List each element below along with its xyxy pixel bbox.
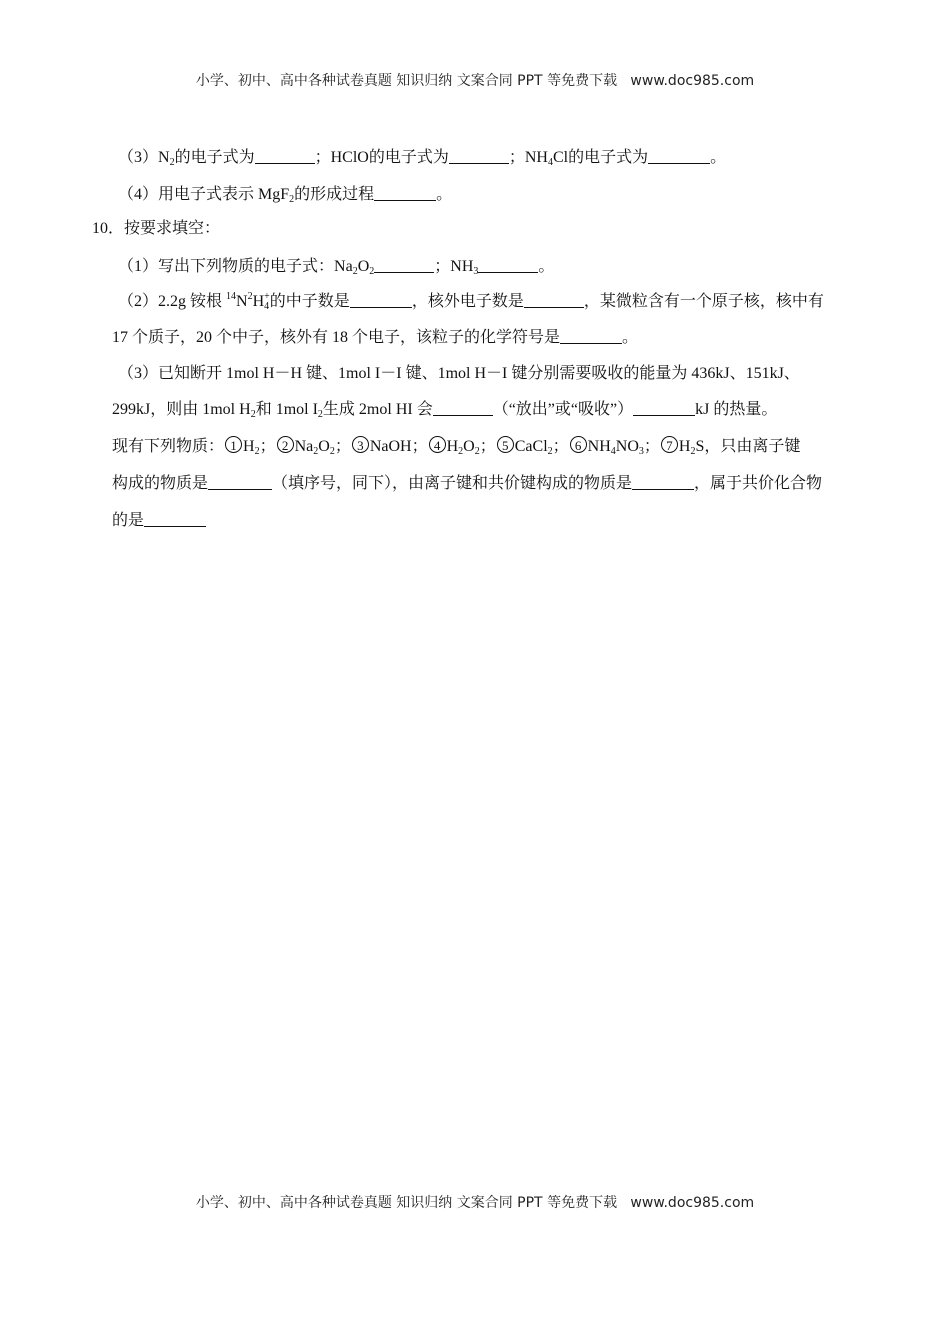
- q10-part3-line1: （3）已知断开 1mol H－H 键、1mol I－I 键、1mol H－I 键分别需要吸收的能量为 436kJ、151kJ、: [118, 365, 800, 382]
- circled-number: 4: [429, 436, 446, 453]
- answer-blank[interactable]: [255, 147, 315, 164]
- substances-line2: 构成的物质是 （填序号，同下），由离子键和共价键构成的物质是 ，属于共价化合物: [112, 475, 823, 492]
- q9-part4-line: （4）用电子式表示 MgF$_2$的形成过程 。: [118, 186, 453, 205]
- circled-number: 6: [570, 436, 587, 453]
- answer-blank[interactable]: [449, 147, 509, 164]
- answer-blank[interactable]: [524, 291, 584, 308]
- q10-part3-line2: 299kJ，则由 1mol $H_2$和 1mol $I_2$生成 2mol HI 会 （“放出”或“吸收”） kJ 的热量。: [112, 401, 778, 420]
- q10-part1-line: （1）写出下列物质的电子式：$Na_2O_2$ ；$NH_3$ 。: [118, 258, 555, 277]
- substances-line3: 的是: [112, 510, 206, 531]
- answer-blank[interactable]: [350, 291, 412, 308]
- answer-blank[interactable]: [433, 399, 493, 416]
- answer-blank[interactable]: [208, 473, 272, 490]
- page-footer: 小学、初中、高中各种试卷真题 知识归纳 文案合同 PPT 等免费下载 www.doc985.com: [195, 1195, 755, 1211]
- circled-number: 7: [661, 436, 678, 453]
- circled-number: 1: [225, 436, 242, 453]
- answer-blank[interactable]: [374, 184, 436, 201]
- circled-number: 5: [497, 436, 514, 453]
- answer-blank[interactable]: [633, 399, 695, 416]
- answer-blank[interactable]: [374, 256, 434, 273]
- answer-blank[interactable]: [144, 510, 206, 527]
- answer-blank[interactable]: [560, 327, 622, 344]
- circled-number: 2: [277, 436, 294, 453]
- answer-blank[interactable]: [632, 473, 694, 490]
- q9-part3-line: $(3)N_2$的电子式为 ；HClO的电子式为 ；$NH_4Cl$的电子式为 。: [118, 149, 727, 168]
- q10-part2-line2: 17 个质子，20 个中子，核外有 18 个电子，该粒子的化学符号是 。: [112, 329, 639, 346]
- question-10-title: 10．按要求填空：: [92, 220, 221, 237]
- circled-number: 3: [352, 436, 369, 453]
- q10-part2-line1: （2）2.2g 铵根 $^{14}N^2H_4^+$的中子数是 ，核外电子数是 ，某微粒含有一个原子核，核中有: [118, 291, 824, 312]
- page-header: 小学、初中、高中各种试卷真题 知识归纳 文案合同 PPT 等免费下载 www.doc985.com: [195, 73, 755, 89]
- answer-blank[interactable]: [648, 147, 710, 164]
- substances-line1: 现有下列物质： 1 $H_2$； 2 $Na_2O_2$； 3 NaOH； 4 $H_2O_2$； 5 CaCl$_2$； 6 $NH_4NO_3$； 7 $H_2S$，只由离子键: [112, 438, 801, 457]
- answer-blank[interactable]: [478, 256, 538, 273]
